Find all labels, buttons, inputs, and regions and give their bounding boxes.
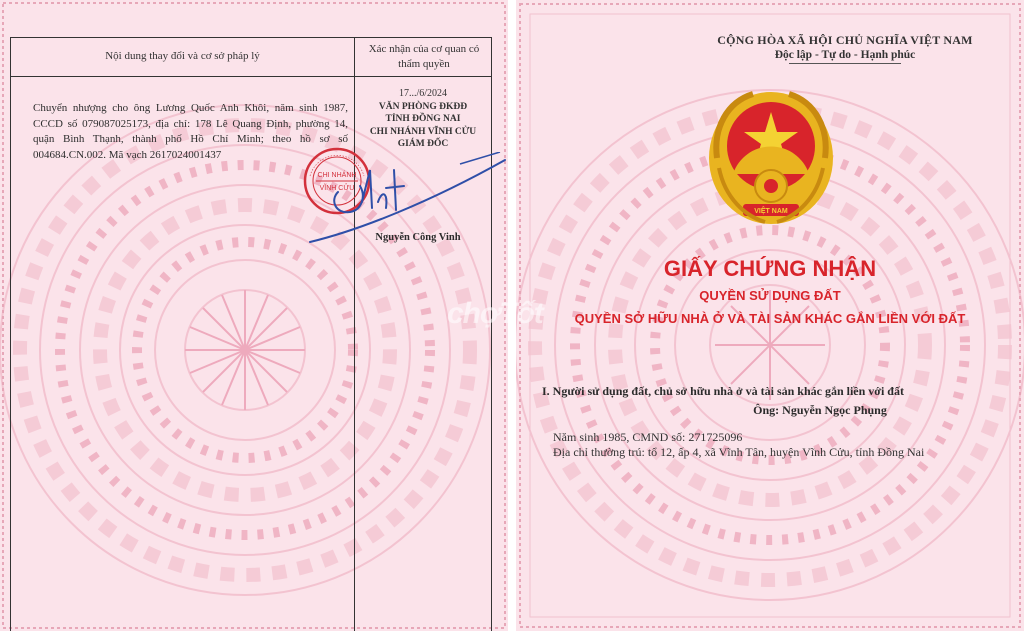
watermark: chợTốt xyxy=(447,297,543,330)
national-header xyxy=(516,33,1024,64)
header-rule xyxy=(11,76,491,77)
owner-address: Địa chỉ thường trú: tổ 12, ấp 4, xã Vĩnh Tân, huyện Vĩnh Cửu, tỉnh Đồng Nai xyxy=(553,445,925,459)
confirm-column-header xyxy=(355,42,493,72)
national-emblem xyxy=(705,88,837,230)
owner-birth-id: Năm sinh 1985, CMND số: 271725096 xyxy=(553,430,743,444)
signer-name: Nguyễn Công Vinh xyxy=(375,232,461,243)
authority-confirmation xyxy=(354,88,492,151)
content-column-header: Nội dung thay đổi và cơ sở pháp lý xyxy=(105,50,260,62)
left-page xyxy=(0,0,508,631)
owner-name: Ông: Nguyễn Ngọc Phụng xyxy=(753,403,887,417)
svg-text:VĨNH CỬU: VĨNH CỬU xyxy=(319,185,355,192)
confirmation-date: 17.../6/2024 xyxy=(398,88,448,99)
right-page xyxy=(516,0,1024,631)
emblem-ribbon-text: VIỆT NAM xyxy=(754,208,788,215)
confirm-header-line1: Xác nhận của cơ quan có xyxy=(368,43,480,55)
certificate-title: GIẤY CHỨNG NHẬN xyxy=(663,256,877,281)
nation-name: CỘNG HÒA XÃ HỘI CHỦ NGHĨA VIỆT NAM xyxy=(717,33,973,47)
confirm-header-line2: thẩm quyền xyxy=(398,58,450,70)
change-description: Chuyển nhượng cho ông Lương Quốc Anh Khôi, năm sinh 1987, CCCD số 079087025173, địa chỉ: 178 Lê Quang Định, phường 14, quận Bình Thạnh, thành phố Hồ Chí Minh; theo hồ sơ số 004684.CN.002. Mã vạch 2617024001437 xyxy=(33,102,348,161)
office-line1: VĂN PHÒNG ĐKĐĐ xyxy=(378,101,468,112)
national-motto: Độc lập - Tự do - Hạnh phúc xyxy=(774,49,916,61)
office-line3: CHI NHÁNH VĨNH CỬU xyxy=(369,126,477,137)
certificate-subtitle-2: QUYỀN SỞ HỮU NHÀ Ở VÀ TÀI SẢN KHÁC GẮN LIỀN VỚI ĐẤT xyxy=(574,311,966,326)
section-heading: I. Người sử dụng đất, chủ sở hữu nhà ở và tài sản khác gắn liền với đất xyxy=(542,384,904,398)
position-title: GIÁM ĐỐC xyxy=(397,139,449,149)
svg-text:CHI NHÁNH: CHI NHÁNH xyxy=(317,172,357,179)
certificate-subtitle-1: QUYỀN SỬ DỤNG ĐẤT xyxy=(699,288,841,303)
motto-underline xyxy=(789,63,901,64)
office-line2: TỈNH ĐỒNG NAI xyxy=(385,114,461,124)
